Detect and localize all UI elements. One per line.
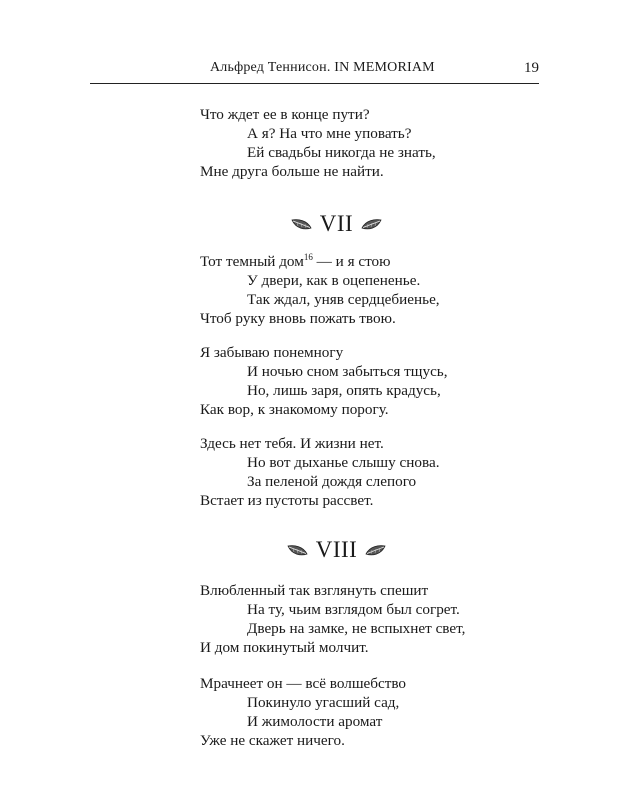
- stanza-continued: [200, 105, 560, 181]
- verse-line: Влюбленный так взглянуть спешит: [200, 582, 429, 599]
- verse-line: Я забываю понемногу: [200, 344, 344, 361]
- verse-line: Как вор, к знакомому порогу.: [200, 401, 389, 418]
- leaf-ornament-icon: [361, 217, 383, 231]
- stanza: [200, 674, 560, 750]
- verse-line: На ту, чьим взглядом был согрет.: [247, 601, 460, 618]
- verse-line: Что ждет ее в конце пути?: [200, 106, 370, 123]
- verse-line: Мне друга больше не найти.: [200, 163, 384, 180]
- verse-line: Уже не скажет ничего.: [200, 732, 345, 749]
- verse-line: Ей свадьбы никогда не знать,: [247, 144, 436, 161]
- page-number: 19: [524, 60, 539, 76]
- leaf-ornament-icon: [365, 543, 387, 557]
- stanza: [200, 581, 560, 657]
- verse-text: Тот темный дом: [200, 253, 304, 270]
- verse-line: А я? На что мне уповать?: [247, 125, 412, 142]
- verse-line: Дверь на замке, не вспыхнет свет,: [247, 620, 466, 637]
- leaf-ornament-icon: [286, 543, 308, 557]
- verse-line: И ночью сном забыться тщусь,: [247, 363, 448, 380]
- verse-line: Чтоб руку вновь пожать твою.: [200, 310, 396, 327]
- verse-line: За пеленой дождя слепого: [247, 473, 417, 490]
- section-heading-viii: [200, 535, 473, 565]
- stanza: [200, 252, 560, 328]
- stanza: [200, 343, 560, 419]
- verse-line: Так ждал, уняв сердцебиенье,: [247, 291, 440, 308]
- verse-line: Встает из пустоты рассвет.: [200, 492, 374, 509]
- verse-line: Здесь нет тебя. И жизни нет.: [200, 435, 384, 452]
- verse-line: У двери, как в оцепененье.: [247, 272, 421, 289]
- verse-line: [200, 252, 560, 271]
- verse-line: Но, лишь заря, опять крадусь,: [247, 382, 441, 399]
- verse-line: И дом покинутый молчит.: [200, 639, 369, 656]
- section-number: VIII: [315, 537, 358, 562]
- verse-line: Покинуло угасший сад,: [247, 694, 400, 711]
- running-title: Альфред Теннисон. IN MEMORIAM: [210, 60, 435, 75]
- section-number: VII: [319, 211, 354, 236]
- leaf-ornament-icon: [290, 217, 312, 231]
- section-heading-vii: [200, 209, 473, 239]
- footnote-ref[interactable]: 16: [303, 251, 313, 262]
- header-rule: [90, 83, 539, 84]
- stanza: [200, 434, 560, 510]
- verse-line: И жимолости аромат: [247, 713, 383, 730]
- verse-line: Мрачнеет он — всё волшебство: [200, 675, 407, 692]
- verse-text: — и я стою: [312, 253, 391, 270]
- running-header: [90, 60, 539, 82]
- verse-line: Но вот дыханье слышу снова.: [247, 454, 440, 471]
